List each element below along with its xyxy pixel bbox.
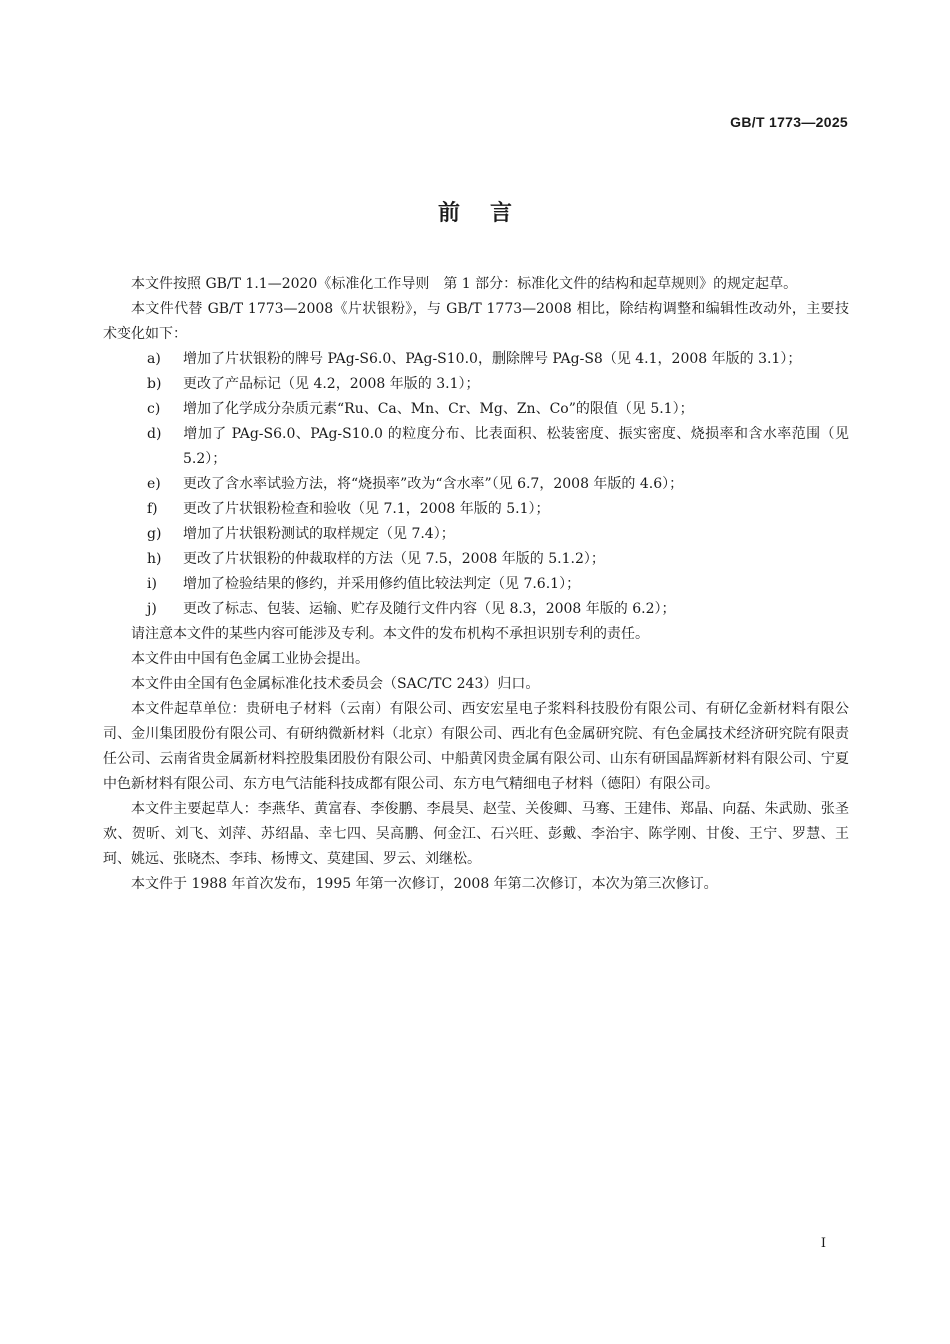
- list-item: [103, 497, 849, 522]
- list-item-label: c): [147, 401, 161, 417]
- page-number: I: [820, 1236, 826, 1251]
- list-item-text: 更改了标志、包装、运输、贮存及随行文件内容（见 8.3，2008 年版的 6.2）；: [183, 601, 676, 617]
- list-item-text: 更改了片状银粉检查和验收（见 7.1，2008 年版的 5.1）；: [183, 501, 550, 517]
- list-item: [103, 572, 849, 597]
- list-item-text: 更改了产品标记（见 4.2，2008 年版的 3.1）；: [183, 376, 480, 392]
- list-item-text: 增加了检验结果的修约，并采用修约值比较法判定（见 7.6.1）；: [183, 576, 581, 592]
- list-item: [103, 397, 849, 422]
- paragraph-drafters: 本文件主要起草人：李燕华、黄富春、李俊鹏、李晨昊、赵莹、关俊卿、马骞、王建伟、郑晶、向磊、朱武勋、张圣欢、贺昕、刘飞、刘萍、苏绍晶、幸七四、吴高鹏、何金江、石兴旺、彭戴、李治宇、陈学刚、甘俊、王宁、罗慧、王珂、姚远、张晓杰、李玮、杨博文、莫建国、罗云、刘继松。: [103, 801, 849, 867]
- list-item: [103, 372, 849, 397]
- list-item-text: 增加了化学成分杂质元素“Ru、Ca、Mn、Cr、Mg、Zn、Co”的限值（见 5.1）；: [183, 401, 694, 417]
- list-item: [103, 597, 849, 622]
- list-item-label: f): [147, 501, 158, 517]
- list-item: [103, 347, 849, 372]
- list-item-text: 增加了片状银粉测试的取样规定（见 7.4）；: [183, 526, 455, 542]
- list-item: [103, 547, 849, 572]
- list-item-label: i): [147, 576, 157, 592]
- paragraph-drafting-units: 本文件起草单位：贵研电子材料（云南）有限公司、西安宏星电子浆料科技股份有限公司、有研亿金新材料有限公司、金川集团股份有限公司、有研纳微新材料（北京）有限公司、西北有色金属研究院、有色金属技术经济研究院有限责任公司、云南省贵金属新材料控股集团股份有限公司、中船黄冈贵金属有限公司、山东有研国晶辉新材料有限公司、宁夏中色新材料有限公司、东方电气洁能科技成都有限公司、东方电气精细电子材料（德阳）有限公司。: [103, 701, 849, 792]
- page-title: 前言: [437, 201, 542, 226]
- paragraph-committee: 本文件由全国有色金属标准化技术委员会（SAC/TC 243）归口。: [131, 676, 540, 692]
- list-item-text: 增加了 PAg-S6.0、PAg-S10.0 的粒度分布、比表面积、松装密度、振实密度、烧损率和含水率范围（见 5.2）；: [183, 426, 849, 467]
- list-item-label: g): [147, 526, 162, 542]
- changes-list: [103, 347, 849, 622]
- list-item-label: h): [147, 551, 162, 567]
- standard-code: GB/T 1773—2025: [730, 114, 848, 130]
- list-item: [103, 422, 849, 472]
- paragraph-proposer: 本文件由中国有色金属工业协会提出。: [131, 651, 369, 667]
- paragraph-drafting-rules: 本文件按照 GB/T 1.1—2020《标准化工作导则 第 1 部分：标准化文件的结构和起草规则》的规定起草。: [131, 276, 798, 292]
- list-item-label: j): [147, 601, 157, 617]
- list-item-label: b): [147, 376, 162, 392]
- list-item-label: e): [147, 476, 161, 492]
- list-item-label: a): [147, 351, 161, 367]
- paragraph-patent-notice: 请注意本文件的某些内容可能涉及专利。本文件的发布机构不承担识别专利的责任。: [131, 626, 649, 642]
- list-item: [103, 472, 849, 497]
- paragraph-history: 本文件于 1988 年首次发布，1995 年第一次修订，2008 年第二次修订，本次为第三次修订。: [131, 876, 718, 892]
- list-item-label: d): [147, 426, 162, 442]
- list-item: [103, 522, 849, 547]
- list-item-text: 更改了含水率试验方法，将“烧损率”改为“含水率”（见 6.7，2008 年版的 4.6）；: [183, 476, 684, 492]
- list-item-text: 更改了片状银粉的仲裁取样的方法（见 7.5，2008 年版的 5.1.2）；: [183, 551, 605, 567]
- list-item-text: 增加了片状银粉的牌号 PAg-S6.0、PAg-S10.0，删除牌号 PAg-S8（见 4.1，2008 年版的 3.1）；: [183, 351, 802, 367]
- foreword-body: [103, 272, 849, 897]
- paragraph-replacement: 本文件代替 GB/T 1773—2008《片状银粉》，与 GB/T 1773—2008 相比，除结构调整和编辑性改动外，主要技术变化如下：: [103, 301, 849, 342]
